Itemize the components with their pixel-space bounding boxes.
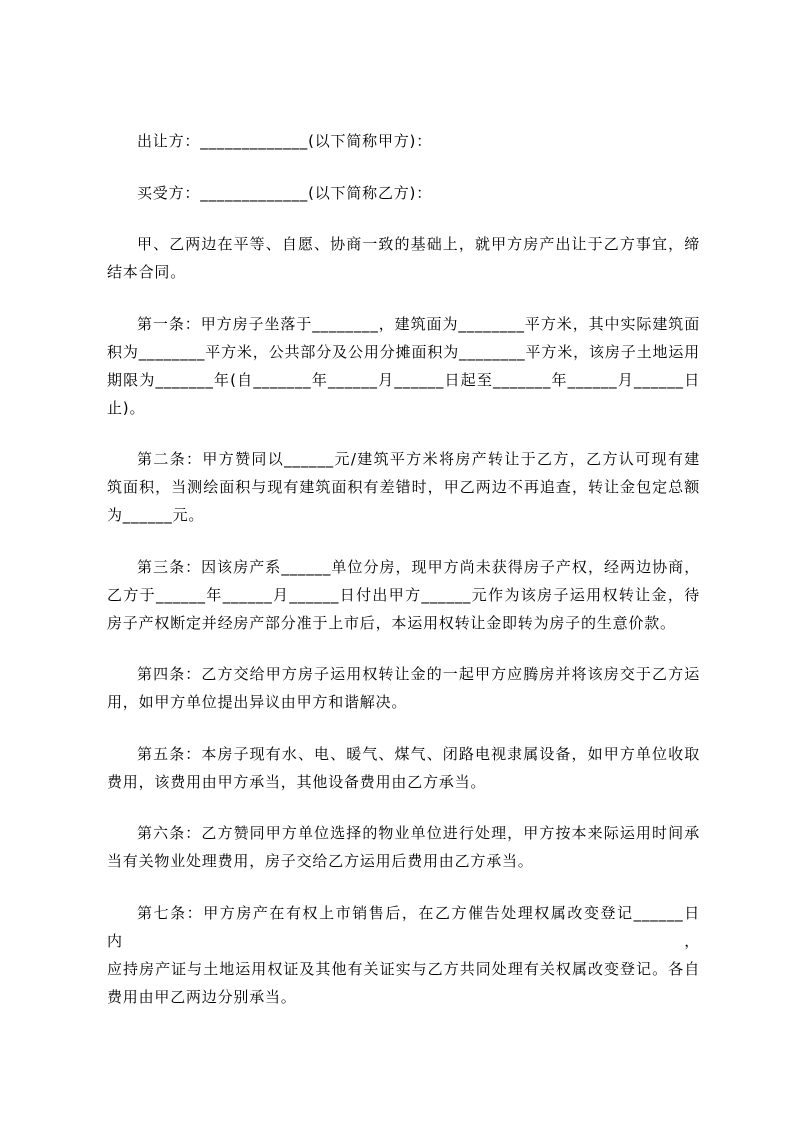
- paragraph-line: 第四条：乙方交给甲方房子运用权转让金的一起甲方应腾房并将该房交于乙方运: [137, 665, 700, 683]
- paragraph-line: 第二条：甲方赞同以______元/建筑平方米将房产转让于乙方，乙方认可现有建: [137, 450, 700, 468]
- paragraph-line: 期限为_______年(自_______年______月______日起至_______年______月______日: [107, 370, 700, 389]
- preamble-paragraph: [107, 230, 700, 286]
- article-3-paragraph: [107, 553, 700, 637]
- article-6-paragraph: [107, 819, 700, 875]
- paragraph-line: 第一条：甲方房子坐落于________，建筑面为________平方米，其中实际建筑面: [137, 314, 700, 333]
- paragraph-line: 甲、乙两边在平等、自愿、协商一致的基础上，就甲方房产出让于乙方事宜，缔: [137, 235, 700, 253]
- paragraph-line: 第七条：甲方房产在有权上市销售后，在乙方催告处理权属改变登记______日内，: [107, 903, 700, 950]
- article-7-paragraph: [107, 899, 700, 1011]
- paragraph-line: 乙方于______年______月______日付出甲方______元作为该房子运用权转让金，待: [107, 585, 700, 604]
- paragraph-line: 用，如甲方单位提出异议由甲方和谐解决。: [107, 693, 408, 711]
- contract-body: [107, 127, 700, 1034]
- paragraph-line: 止)。: [107, 398, 146, 417]
- paragraph-line: 第五条：本房子现有水、电、暖气、煤气、闭路电视隶属设备，如甲方单位收取: [137, 744, 700, 763]
- buyer-party-paragraph: [107, 179, 700, 207]
- article-4-paragraph: [107, 660, 700, 716]
- article-2-paragraph: [107, 445, 700, 529]
- paragraph-line: 第六条：乙方赞同甲方单位选择的物业单位进行处理，甲方按本来际运用时间承: [137, 824, 700, 842]
- paragraph-line: 房子产权断定并经房产部分准于上市后，本运用权转让金即转为房子的生意价款。: [107, 613, 676, 632]
- paragraph-line: 当有关物业处理费用，房子交给乙方运用后费用由乙方承当。: [107, 852, 534, 870]
- article-1-paragraph: [107, 310, 700, 422]
- seller-party-paragraph: [107, 127, 700, 155]
- paragraph-line: 结本合同。: [107, 263, 187, 281]
- paragraph-line: 费用，该费用由甲方承当，其他设备费用由乙方承当。: [107, 772, 487, 791]
- buyer-party-line: 买受方：_____________(以下简称乙方)：: [137, 183, 433, 202]
- paragraph-line: 应持房产证与土地运用权证及其他有关证实与乙方共同处理有关权属改变登记。各自: [107, 959, 700, 978]
- paragraph-line: 第三条：因该房产系______单位分房，现甲方尚未获得房子产权，经两边协商，: [137, 557, 700, 576]
- paragraph-line: 积为________平方米，公共部分及公用分摊面积为________平方米，该房子土地运用: [107, 342, 700, 361]
- paragraph-line: 筑面积，当测绘面积与现有建筑面积有差错时，甲乙两边不再追查，转让金包定总额: [107, 478, 700, 496]
- paragraph-line: 费用由甲乙两边分别承当。: [107, 987, 297, 1006]
- paragraph-line: 为______元。: [107, 506, 205, 524]
- article-5-paragraph: [107, 740, 700, 796]
- seller-party-line: 出让方：_____________(以下简称甲方)：: [137, 132, 433, 150]
